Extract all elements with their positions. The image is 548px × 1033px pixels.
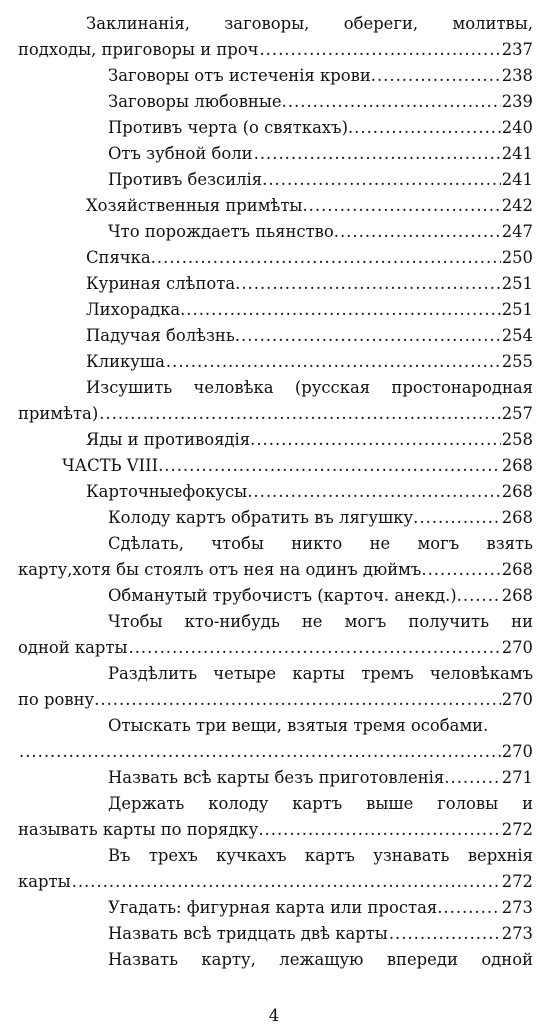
toc-entry-title: Противъ безсилія. <box>108 170 268 189</box>
toc-entry-title: Назвать всѣ карты безъ приготовленія. <box>108 768 450 787</box>
toc-entry <box>86 298 533 322</box>
toc-entry-title: Спячка. <box>86 248 156 267</box>
toc-entry <box>108 506 533 530</box>
toc-page-number: 270 <box>501 638 533 657</box>
toc-entry-title: Назвать всѣ тридцать двѣ карты <box>108 924 388 943</box>
leader-dots <box>463 584 501 608</box>
toc-entry <box>108 584 533 608</box>
toc-page-number: 273 <box>501 924 533 943</box>
leader-dots <box>254 142 501 166</box>
leader-dots <box>157 246 501 270</box>
toc-entry-title: подходы, приговоры и проч <box>18 40 259 59</box>
toc-entry-title: Отыскать три вещи, взятыя тремя особами. <box>108 716 489 735</box>
toc-entry <box>108 142 533 166</box>
leader-dots <box>241 272 500 296</box>
toc-entry <box>108 220 533 244</box>
toc-entry <box>18 636 533 660</box>
toc-entry-title: Заговоры любовные. <box>108 92 287 111</box>
toc-page-number: 272 <box>501 872 533 891</box>
toc-entry <box>86 428 533 452</box>
toc-entry-line <box>108 714 533 738</box>
toc-entry <box>18 402 533 426</box>
leader-dots <box>99 402 500 426</box>
page-number: 4 <box>268 1006 280 1025</box>
toc-entry <box>62 454 533 478</box>
toc-entry-title: Хозяйственныя примѣты. <box>86 196 308 215</box>
toc-page-number: 238 <box>501 66 533 85</box>
toc-entry-title: Кликуша <box>86 352 165 371</box>
toc-entry-title: карту,хотя бы стоялъ отъ нея на одинъ дюймъ. <box>18 560 427 579</box>
leader-dots <box>100 688 500 712</box>
toc-entry <box>18 688 533 712</box>
leader-dots <box>428 558 501 582</box>
toc-page-number: 270 <box>501 742 533 761</box>
toc-entry <box>108 116 533 140</box>
toc-page-number: 272 <box>501 820 533 839</box>
toc-entry-line: Держать колоду картъ выше головы и <box>108 794 533 813</box>
leader-dots <box>129 636 501 660</box>
toc-entry-title: Падучая болѣзнь. <box>86 326 240 345</box>
leader-dots <box>340 220 501 244</box>
toc-page-number: 251 <box>501 300 533 319</box>
toc-entry <box>86 350 533 374</box>
leader-dots <box>288 90 501 114</box>
toc-page-number: 250 <box>501 248 533 267</box>
toc-page-number: 251 <box>501 274 533 293</box>
leader-dots <box>419 506 500 530</box>
toc-page-number: 241 <box>501 170 533 189</box>
leader-dots <box>268 168 500 192</box>
toc-entry <box>108 90 533 114</box>
toc-entry-title: Отъ зубной боли <box>108 144 253 163</box>
toc-entry <box>86 246 533 270</box>
toc-entry-title: Угадать: фигурная карта или простая. <box>108 898 443 917</box>
leader-dots <box>72 870 501 894</box>
toc-part-heading: ЧАСТЬ VIII. <box>62 456 164 475</box>
leader-dots <box>265 818 501 842</box>
leader-dots <box>389 922 501 946</box>
leader-dots <box>259 38 500 62</box>
toc-page-number: 247 <box>501 222 533 241</box>
toc-entry <box>18 38 533 62</box>
toc-page-number: 254 <box>501 326 533 345</box>
toc-page-number: 239 <box>501 92 533 111</box>
leader-dots <box>309 194 501 218</box>
toc-entry <box>108 64 533 88</box>
toc-entry <box>108 766 533 790</box>
toc-entry <box>86 480 533 504</box>
toc-entry-title: Куриная слѣпота. <box>86 274 241 293</box>
leader-dots <box>354 116 501 140</box>
toc-page-number: 273 <box>501 898 533 917</box>
toc-entry-line: Сдѣлать, чтобы никто не могъ взять <box>108 534 533 553</box>
toc-page-number: 258 <box>501 430 533 449</box>
toc-entry <box>18 558 533 582</box>
toc-page-number: 268 <box>501 456 533 475</box>
toc-entry-title: Противъ черта (о святкахъ). <box>108 118 354 137</box>
toc-entry <box>86 272 533 296</box>
toc-page-number: 240 <box>501 118 533 137</box>
toc-entry <box>86 324 533 348</box>
leader-dots <box>166 350 501 374</box>
toc-entry-title: называть карты по порядку. <box>18 820 264 839</box>
toc-entry-title: Яды и противоядія. <box>86 430 256 449</box>
leader-dots <box>377 64 501 88</box>
toc-entry-line: Раздѣлить четыре карты тремъ человѣкамъ <box>108 664 533 683</box>
toc-page-number: 268 <box>501 482 533 501</box>
toc-page-number: 241 <box>501 144 533 163</box>
toc-entry-line: Въ трехъ кучкахъ картъ узнавать верхнія <box>108 846 533 865</box>
toc-entry <box>108 922 533 946</box>
toc-entry <box>18 870 533 894</box>
toc-entry-title: Что порождаетъ пьянство. <box>108 222 339 241</box>
toc-entry-title: Заговоры отъ истеченія крови. <box>108 66 376 85</box>
toc-entry-title: примѣта) <box>18 404 99 423</box>
toc-entry-title: одной карты <box>18 638 128 657</box>
toc-page-number: 255 <box>501 352 533 371</box>
toc-page-number: 270 <box>501 690 533 709</box>
toc-entry <box>86 194 533 218</box>
toc-page-number: 271 <box>501 768 533 787</box>
toc-entry <box>108 896 533 920</box>
toc-entry <box>108 168 533 192</box>
leader-dots <box>443 896 500 920</box>
leader-dots <box>186 298 500 322</box>
leader-dots <box>164 454 500 478</box>
toc-entry-title: Обманутый трубочистъ (карточ. анекд.). <box>108 586 462 605</box>
leader-dots <box>241 324 501 348</box>
toc-entry-line: Изсушить человѣка (русская простонародная <box>86 378 533 397</box>
toc-page-number: 268 <box>501 586 533 605</box>
toc-entry-title: карты <box>18 872 71 891</box>
toc-entry-title: Лихорадка. <box>86 300 186 319</box>
leader-dots <box>19 740 501 764</box>
toc-entry-title: Колоду картъ обратить въ лягушку. <box>108 508 419 527</box>
toc-entry-line: Назвать карту, лежащую впереди одной <box>108 950 533 969</box>
toc-entry-line: Чтобы кто-нибудь не могъ получить ни <box>108 612 533 631</box>
toc-page-number: 257 <box>501 404 533 423</box>
toc-page-number: 242 <box>501 196 533 215</box>
toc-entry <box>18 818 533 842</box>
leader-dots <box>253 480 500 504</box>
toc-page-number: 268 <box>501 560 533 579</box>
toc-page-number: 268 <box>501 508 533 527</box>
toc-page-number: 237 <box>501 40 533 59</box>
toc-entry-line: Заклинанія, заговоры, обереги, молитвы, <box>86 14 533 33</box>
toc-entry-title: по ровну. <box>18 690 100 709</box>
toc-entry-title: Карточныефокусы. <box>86 482 253 501</box>
leader-dots <box>256 428 500 452</box>
leader-dots <box>450 766 500 790</box>
toc-entry <box>18 740 533 764</box>
